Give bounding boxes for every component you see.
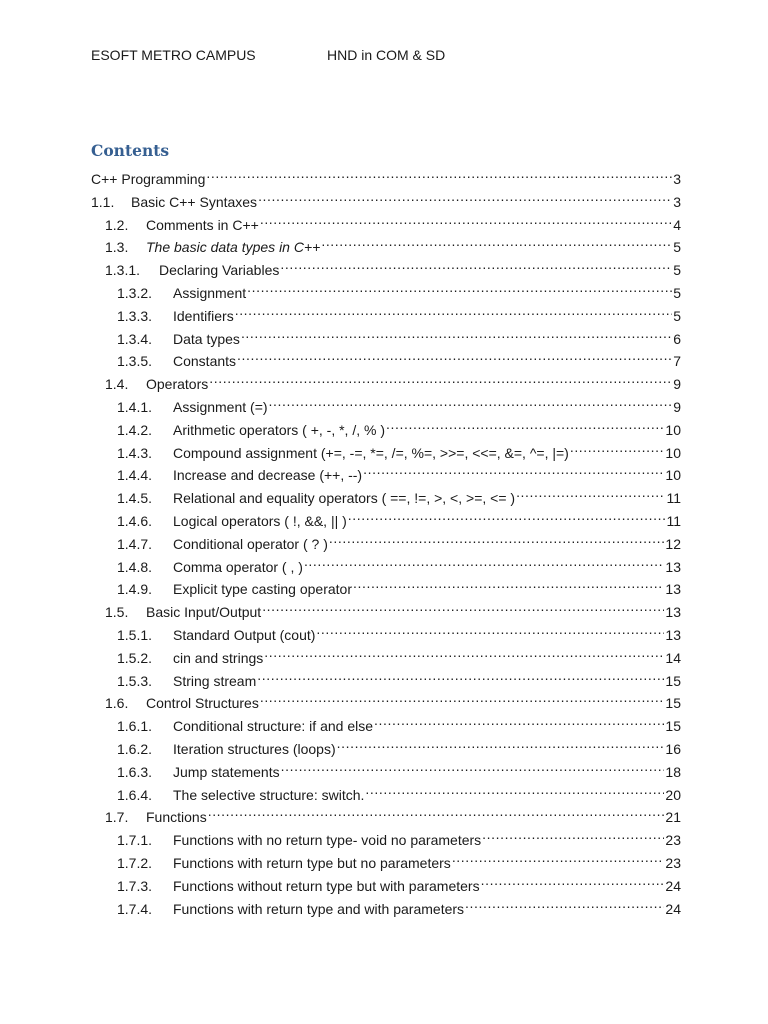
toc-entry-title: Standard Output (cout) xyxy=(173,626,316,643)
toc-entry-page: 3 xyxy=(673,193,681,210)
toc-dot-leader xyxy=(386,413,664,435)
toc-entry[interactable] xyxy=(91,230,681,256)
toc-entry-title: Relational and equality operators ( ==, !=, >, <, >=, <= ) xyxy=(173,490,516,507)
toc-dot-leader xyxy=(208,800,665,822)
toc-dot-leader xyxy=(264,641,664,663)
toc-entry[interactable] xyxy=(91,367,681,393)
toc-entry-number: 1.3.1. xyxy=(105,262,141,279)
toc-entry-title: cin and strings xyxy=(173,649,264,666)
toc-entry-title: C++ Programming xyxy=(91,171,206,187)
toc-dot-leader xyxy=(247,276,672,298)
toc-entry[interactable] xyxy=(91,550,681,573)
toc-entry-page: 13 xyxy=(665,558,681,575)
toc-entry-number: 1.6. xyxy=(105,695,129,712)
toc-entry-title: String stream xyxy=(173,672,257,689)
toc-entry-page: 11 xyxy=(666,512,681,529)
toc-entry[interactable] xyxy=(91,732,681,755)
toc-entry-page: 10 xyxy=(665,421,681,438)
toc-entry-title: Comma operator ( , ) xyxy=(173,558,303,575)
toc-entry-title: Assignment xyxy=(173,284,247,301)
toc-entry-number: 1.6.2. xyxy=(117,740,153,757)
toc-dot-leader xyxy=(206,162,672,184)
toc-entry-page: 4 xyxy=(673,216,681,233)
toc-dot-leader xyxy=(374,709,664,731)
toc-entry-number: 1.5.2. xyxy=(117,649,153,666)
toc-dot-leader xyxy=(260,686,665,708)
toc-dot-leader xyxy=(235,299,672,321)
toc-dot-leader xyxy=(481,869,665,891)
toc-dot-leader xyxy=(304,550,664,572)
toc-entry-page: 7 xyxy=(673,353,681,370)
toc-entry-number: 1.4.5. xyxy=(117,490,153,507)
toc-entry-number: 1.4.9. xyxy=(117,581,153,598)
toc-entry-page: 11 xyxy=(666,490,681,507)
toc-dot-leader xyxy=(452,846,665,868)
toc-entry-title: Conditional structure: if and else xyxy=(173,718,373,735)
toc-entry-number: 1.6.4. xyxy=(117,786,153,803)
toc-dot-leader xyxy=(321,230,672,252)
toc-entry[interactable] xyxy=(91,436,681,459)
page-header xyxy=(91,45,691,65)
toc-entry-number: 1.2. xyxy=(105,216,129,233)
toc-entry-page: 3 xyxy=(673,171,681,187)
toc-entry[interactable] xyxy=(91,800,681,826)
toc-entry-number: 1.3.4. xyxy=(117,330,153,347)
toc-entry[interactable] xyxy=(91,253,681,279)
toc-dot-leader xyxy=(365,778,664,800)
header-course: HND in COM & SD xyxy=(327,47,446,63)
toc-heading: Contents xyxy=(91,141,170,160)
toc-entry-page: 5 xyxy=(673,239,681,256)
toc-entry[interactable] xyxy=(91,481,681,507)
toc-entry[interactable] xyxy=(91,572,681,598)
toc-entry[interactable] xyxy=(91,686,681,712)
toc-entry[interactable] xyxy=(91,664,681,687)
toc-entry-title: Basic C++ Syntaxes xyxy=(131,193,258,210)
toc-entry-title: Functions with return type and with parameters xyxy=(173,900,465,917)
toc-entry-number: 1.6.1. xyxy=(117,718,153,735)
toc-entry[interactable] xyxy=(91,185,681,208)
toc-entry-number: 1.7.3. xyxy=(117,877,153,894)
toc-entry[interactable] xyxy=(91,869,681,892)
toc-entry-title: Functions xyxy=(146,809,207,826)
toc-entry-number: 1.4.7. xyxy=(117,535,153,552)
toc-entry-number: 1.4.2. xyxy=(117,421,153,438)
toc-entry[interactable] xyxy=(91,299,681,322)
toc-entry-page: 13 xyxy=(665,604,681,621)
toc-entry-page: 15 xyxy=(665,718,681,735)
toc-entry-title: Data types xyxy=(173,330,240,347)
toc-entry-title: Assignment (=) xyxy=(173,398,268,415)
toc-entry[interactable] xyxy=(91,458,681,484)
toc-dot-leader xyxy=(258,185,672,207)
toc-dot-leader xyxy=(257,664,664,686)
toc-entry-title: Control Structures xyxy=(146,695,259,712)
toc-dot-leader xyxy=(353,572,664,594)
toc-entry-title: Operators xyxy=(146,376,209,393)
toc-entry[interactable] xyxy=(91,276,681,299)
table-of-contents xyxy=(91,162,681,917)
toc-dot-leader xyxy=(363,458,664,480)
toc-entry-page: 13 xyxy=(665,581,681,598)
toc-entry[interactable] xyxy=(91,413,681,436)
toc-dot-leader xyxy=(482,823,664,845)
toc-entry-page: 5 xyxy=(673,262,681,279)
toc-entry-page: 10 xyxy=(665,444,681,461)
toc-entry[interactable] xyxy=(91,322,681,345)
toc-entry-number: 1.4.4. xyxy=(117,467,153,484)
toc-entry-number: 1.7.1. xyxy=(117,832,153,849)
toc-dot-leader xyxy=(260,208,672,230)
toc-entry-title: Compound assignment (+=, -=, *=, /=, %=, >>=, <<=, &=, ^=, |=) xyxy=(173,444,569,461)
toc-entry-number: 1.4.3. xyxy=(117,444,153,461)
toc-dot-leader xyxy=(465,892,664,914)
toc-entry[interactable] xyxy=(91,778,681,801)
toc-entry-page: 23 xyxy=(665,854,681,871)
toc-entry-number: 1.5. xyxy=(105,604,129,621)
toc-entry-page: 20 xyxy=(665,786,681,803)
toc-entry[interactable] xyxy=(91,618,681,641)
toc-entry-number: 1.7.2. xyxy=(117,854,153,871)
toc-entry[interactable] xyxy=(91,709,681,735)
toc-entry[interactable] xyxy=(91,504,681,527)
toc-entry[interactable] xyxy=(91,390,681,413)
toc-entry-number: 1.1. xyxy=(91,193,115,210)
toc-entry[interactable] xyxy=(91,162,681,185)
toc-entry-number: 1.5.1. xyxy=(117,626,153,643)
toc-entry-page: 14 xyxy=(665,649,681,666)
toc-entry-number: 1.5.3. xyxy=(117,672,153,689)
toc-entry-title: Functions with no return type- void no parameters xyxy=(173,832,482,849)
toc-entry-number: 1.6.3. xyxy=(117,763,153,780)
toc-entry-number: 1.7. xyxy=(105,809,129,826)
toc-entry-page: 15 xyxy=(665,672,681,689)
toc-entry[interactable] xyxy=(91,641,681,664)
toc-entry-page: 6 xyxy=(673,330,681,347)
toc-entry-page: 24 xyxy=(665,900,681,917)
toc-entry-title: Iteration structures (loops) xyxy=(173,740,336,757)
toc-entry-number: 1.4. xyxy=(105,376,129,393)
toc-entry-title: Logical operators ( !, &&, || ) xyxy=(173,512,347,529)
toc-entry[interactable] xyxy=(91,344,681,370)
toc-entry[interactable] xyxy=(91,823,681,849)
toc-entry-title: Constants xyxy=(173,353,237,370)
toc-entry-number: 1.4.1. xyxy=(117,398,153,415)
toc-dot-leader xyxy=(237,344,672,366)
toc-entry-title: Basic Input/Output xyxy=(146,604,262,621)
toc-entry-page: 12 xyxy=(665,535,681,552)
toc-entry-title: Comments in C++ xyxy=(146,216,259,233)
toc-entry-title: Functions with return type but no parameters xyxy=(173,854,451,871)
toc-entry-page: 24 xyxy=(665,877,681,894)
toc-dot-leader xyxy=(209,367,672,389)
toc-entry-title: Increase and decrease (++, --) xyxy=(173,467,363,484)
toc-entry-page: 10 xyxy=(665,467,681,484)
toc-entry-number: 1.7.4. xyxy=(117,900,153,917)
toc-entry-title: Declaring Variables xyxy=(159,262,280,279)
toc-entry-page: 23 xyxy=(665,832,681,849)
toc-entry-page: 9 xyxy=(673,398,681,415)
toc-dot-leader xyxy=(269,390,672,412)
toc-dot-leader xyxy=(337,732,665,754)
toc-entry-page: 18 xyxy=(665,763,681,780)
toc-entry-page: 15 xyxy=(665,695,681,712)
toc-dot-leader xyxy=(281,755,665,777)
toc-entry-title: The selective structure: switch. xyxy=(173,786,365,803)
toc-entry[interactable] xyxy=(91,208,681,231)
toc-entry-title: The basic data types in C++ xyxy=(146,239,321,256)
toc-dot-leader xyxy=(262,595,664,617)
toc-dot-leader xyxy=(348,504,666,526)
toc-entry-title: Identifiers xyxy=(173,307,234,324)
toc-dot-leader xyxy=(570,436,665,458)
toc-entry-number: 1.3.2. xyxy=(117,284,153,301)
toc-entry[interactable] xyxy=(91,527,681,550)
toc-dot-leader xyxy=(241,322,672,344)
toc-entry-title: Conditional operator ( ? ) xyxy=(173,535,328,552)
toc-entry-page: 5 xyxy=(673,284,681,301)
toc-entry-page: 9 xyxy=(673,376,681,393)
toc-entry-page: 13 xyxy=(665,626,681,643)
header-institution: ESOFT METRO CAMPUS xyxy=(91,47,256,63)
toc-entry-number: 1.4.8. xyxy=(117,558,153,575)
toc-entry[interactable] xyxy=(91,755,681,778)
toc-entry-title: Jump statements xyxy=(173,763,280,780)
toc-entry-number: 1.3. xyxy=(105,239,129,256)
toc-entry-page: 16 xyxy=(665,740,681,757)
toc-dot-leader xyxy=(316,618,664,640)
toc-dot-leader xyxy=(329,527,665,549)
toc-entry-page: 21 xyxy=(665,809,681,826)
toc-entry-page: 5 xyxy=(673,307,681,324)
toc-entry-number: 1.4.6. xyxy=(117,512,153,529)
toc-entry-title: Explicit type casting operator xyxy=(173,581,352,598)
toc-entry-number: 1.3.3. xyxy=(117,307,153,324)
toc-entry[interactable] xyxy=(91,892,681,915)
toc-entry-number: 1.3.5. xyxy=(117,353,153,370)
toc-dot-leader xyxy=(516,481,665,503)
toc-dot-leader xyxy=(280,253,672,275)
toc-entry-title: Functions without return type but with parameters xyxy=(173,877,480,894)
toc-entry[interactable] xyxy=(91,846,681,869)
toc-entry-title: Arithmetic operators ( +, -, *, /, % ) xyxy=(173,421,386,438)
toc-entry[interactable] xyxy=(91,595,681,621)
